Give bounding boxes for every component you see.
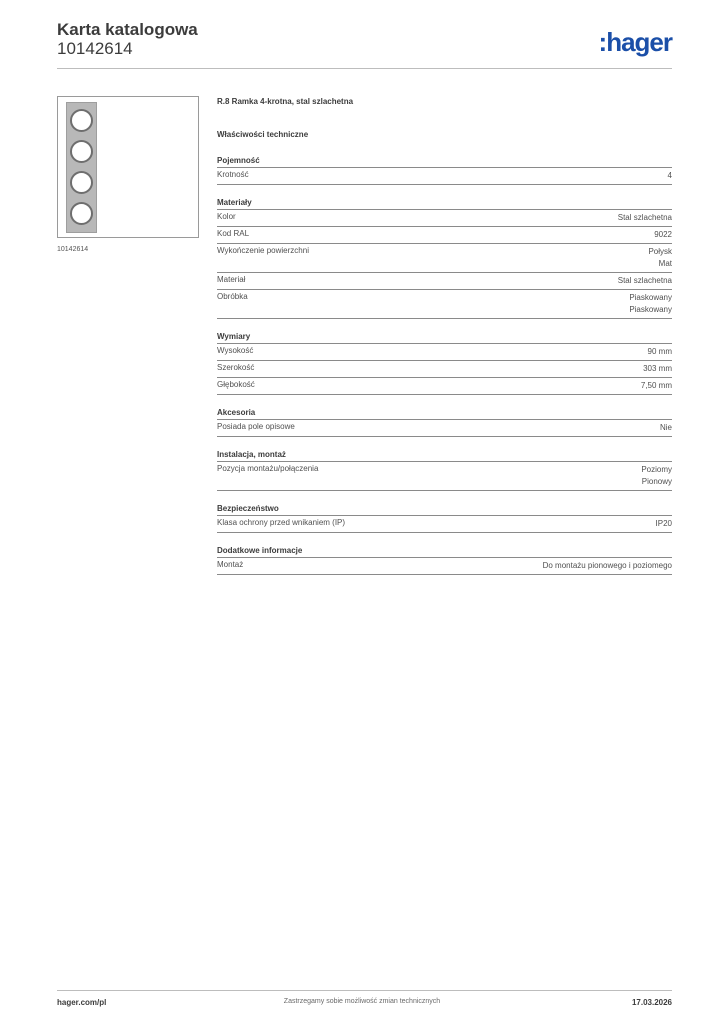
spec-group-title: Dodatkowe informacje xyxy=(217,546,672,558)
spec-value xyxy=(648,346,672,358)
spec-value xyxy=(641,464,672,488)
spec-row xyxy=(217,558,672,575)
socket-opening-icon xyxy=(70,202,93,225)
document-title: Karta katalogowa xyxy=(57,20,198,39)
spec-label: Szerokość xyxy=(217,363,255,372)
spec-label: Pozycja montażu/połączenia xyxy=(217,464,319,473)
spec-row xyxy=(217,516,672,533)
spec-row xyxy=(217,273,672,290)
spec-row xyxy=(217,290,672,319)
spec-row xyxy=(217,378,672,395)
spec-row xyxy=(217,462,672,491)
product-title: R.8 Ramka 4-krotna, stal szlachetna xyxy=(217,97,354,106)
spec-label: Montaż xyxy=(217,560,244,569)
spec-label: Posiada pole opisowe xyxy=(217,422,295,431)
footer-disclaimer: Zastrzegamy sobie możliwość zmian technicznych xyxy=(283,998,441,1005)
spec-label: Kolor xyxy=(217,212,236,221)
spec-value-line: Mat xyxy=(658,259,672,268)
spec-row xyxy=(217,210,672,227)
footer-divider xyxy=(57,990,672,991)
spec-value xyxy=(648,246,672,270)
spec-value-line: 303 mm xyxy=(643,364,672,373)
spec-value xyxy=(618,212,672,224)
spec-value-line: Poziomy xyxy=(641,465,672,474)
spec-value xyxy=(629,292,672,316)
spec-value-line: Piaskowany xyxy=(629,293,672,302)
spec-value-line: Połysk xyxy=(648,247,672,256)
spec-value xyxy=(643,363,672,375)
spec-value-line: Piaskowany xyxy=(629,305,672,314)
footer-website: hager.com/pl xyxy=(57,998,107,1007)
spec-group-title: Materiały xyxy=(217,198,672,210)
spec-value-line: Stal szlachetna xyxy=(617,213,672,222)
spec-label: Wykończenie powierzchni xyxy=(217,246,309,255)
product-image xyxy=(57,96,199,238)
spec-value-line: Do montażu pionowego i poziomego xyxy=(542,561,672,570)
spec-label: Wysokość xyxy=(217,346,254,355)
spec-label: Materiał xyxy=(217,275,246,284)
spec-value-line: 4 xyxy=(667,171,672,180)
spec-value-line: Pionowy xyxy=(641,477,672,486)
section-heading: Właściwości techniczne xyxy=(217,130,309,139)
spec-label: Kod RAL xyxy=(217,229,250,238)
socket-opening-icon xyxy=(70,171,93,194)
spec-group-title: Bezpieczeństwo xyxy=(217,504,672,516)
spec-value xyxy=(543,560,672,572)
spec-label: Głębokość xyxy=(217,380,255,389)
spec-row xyxy=(217,420,672,437)
technical-specs xyxy=(217,96,672,575)
spec-value xyxy=(668,170,672,182)
spec-value-line: IP20 xyxy=(655,519,672,528)
spec-value-line: Stal szlachetna xyxy=(617,276,672,285)
spec-group-title: Akcesoria xyxy=(217,408,672,420)
spec-label: Obróbka xyxy=(217,292,248,301)
spec-value xyxy=(641,380,672,392)
spec-value xyxy=(654,229,672,241)
image-caption: 10142614 xyxy=(57,246,89,253)
spec-group-title: Pojemność xyxy=(217,156,672,168)
spec-group-title: Instalacja, montaż xyxy=(217,450,672,462)
footer-date: 17.03.2026 xyxy=(631,998,672,1007)
frame-illustration xyxy=(66,102,97,233)
socket-opening-icon xyxy=(70,109,93,132)
spec-value xyxy=(618,275,672,287)
spec-value-line: 90 mm xyxy=(647,347,672,356)
spec-group-title: Wymiary xyxy=(217,332,672,344)
product-code: 10142614 xyxy=(57,39,133,58)
spec-label: Klasa ochrony przed wnikaniem (IP) xyxy=(217,518,346,527)
spec-value-line: Nie xyxy=(659,423,672,432)
spec-row xyxy=(217,227,672,244)
spec-value xyxy=(660,422,672,434)
spec-label: Krotność xyxy=(217,170,249,179)
spec-row xyxy=(217,361,672,378)
spec-row xyxy=(217,344,672,361)
spec-value-line: 7,50 mm xyxy=(640,381,672,390)
header-divider xyxy=(57,68,672,69)
socket-opening-icon xyxy=(70,140,93,163)
spec-value xyxy=(656,518,672,530)
hager-logo: :hager xyxy=(598,27,672,57)
spec-row xyxy=(217,168,672,185)
spec-groups xyxy=(217,156,672,575)
spec-value-line: 9022 xyxy=(654,230,672,239)
spec-row xyxy=(217,244,672,273)
